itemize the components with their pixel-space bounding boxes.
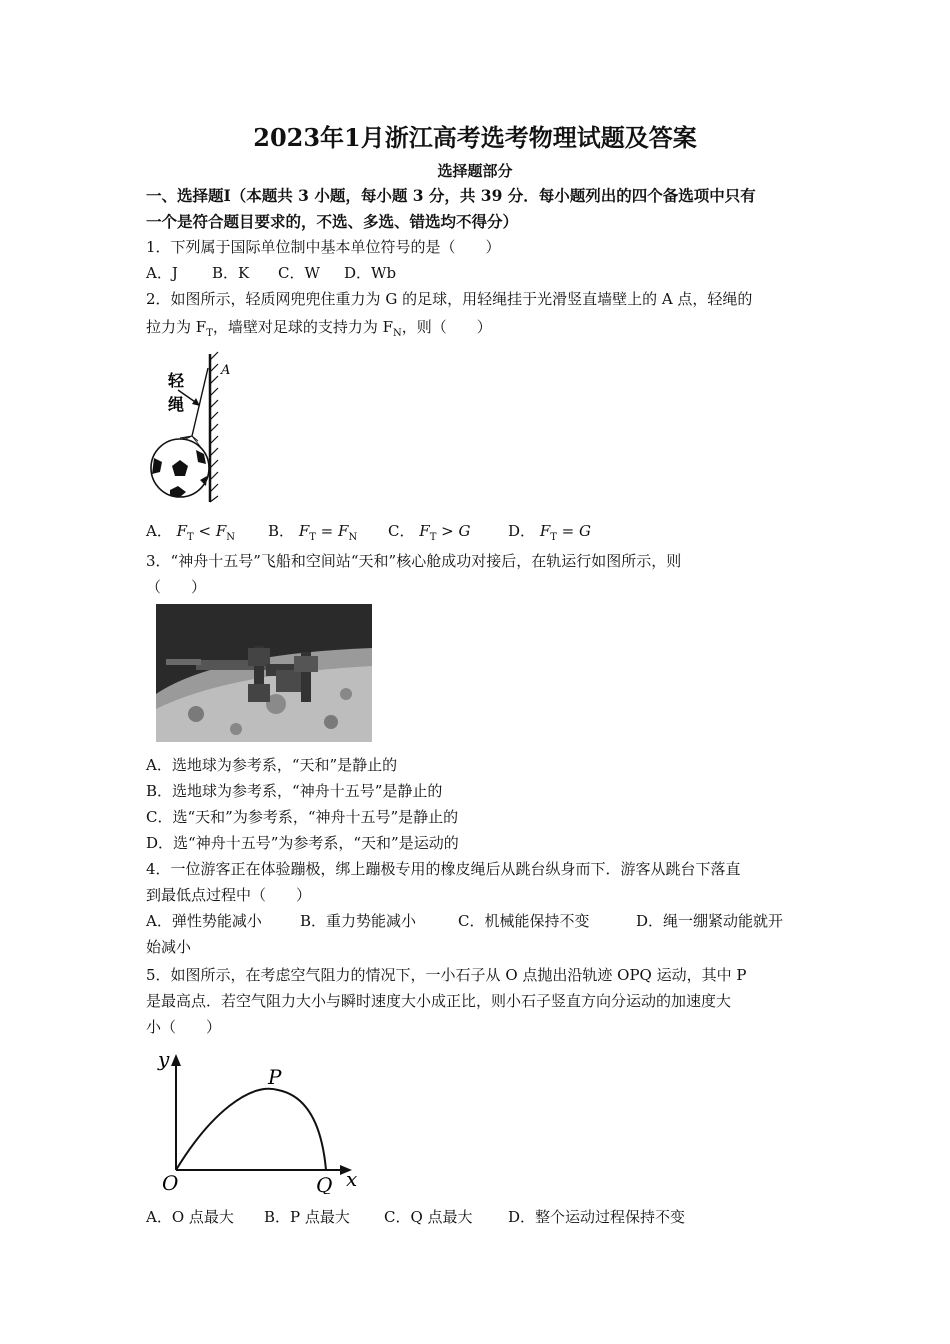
section-subtitle: 选择题部分: [437, 162, 513, 180]
point-a-label: A: [221, 363, 231, 378]
q4-option-b: B．重力势能减小: [300, 912, 417, 930]
q4-option-d: D．绳一绷紧动能就开: [636, 912, 784, 930]
trajectory-curve: [176, 1089, 326, 1170]
q3-option-b: B．选地球为参考系，“神舟十五号”是静止的: [146, 782, 443, 800]
q5-trajectory-figure: [150, 1044, 370, 1194]
y-axis-label: y: [158, 1047, 170, 1071]
q5-option-d: D．整个运动过程保持不变: [508, 1208, 686, 1226]
q4-option-d-continued: 始减小: [146, 938, 192, 956]
point-o-label: O: [162, 1171, 179, 1194]
q1-option-d: D．Wb: [344, 264, 397, 282]
point-p-label: P: [268, 1065, 282, 1089]
q3-stem-line-1: 3．“神舟十五号”飞船和空间站“天和”核心舱成功对接后，在轨运行如图所示，则: [146, 552, 682, 570]
q5-option-c: C．Q 点最大: [384, 1208, 473, 1226]
q4-option-a: A．弹性势能减小: [146, 912, 262, 930]
q3-option-c: C．选“天和”为参考系，“神舟十五号”是静止的: [146, 808, 459, 826]
q2-option-d: D． $F_T = G$: [508, 522, 591, 543]
q3-space-station-photo: [156, 604, 372, 742]
q4-option-c: C．机械能保持不变: [458, 912, 590, 930]
q2-football-figure: [140, 346, 250, 506]
q5-option-a: A．O 点最大: [146, 1208, 234, 1226]
q5-stem-line-1: 5．如图所示，在考虑空气阻力的情况下，一小石子从 O 点抛出沿轨迹 OPQ 运动，其中 P: [146, 966, 747, 984]
q2-option-c: C． $F_T > G$: [388, 522, 471, 543]
q1-option-b: B．K: [212, 264, 250, 282]
q4-stem-line-2: 到最低点过程中（ ）: [146, 886, 312, 904]
q2-option-a: A． $F_T < F_N$: [146, 522, 235, 543]
q4-stem-line-1: 4．一位游客正在体验蹦极，绑上蹦极专用的橡皮绳后从跳台纵身而下．游客从跳台下落直: [146, 860, 741, 878]
page-title: 2023年1月浙江高考选考物理试题及答案: [253, 123, 697, 152]
q3-option-d: D．选“神舟十五号”为参考系，“天和”是运动的: [146, 834, 459, 852]
q5-stem-line-2: 是最高点．若空气阻力大小与瞬时速度大小成正比，则小石子竖直方向分运动的加速度大: [146, 992, 732, 1010]
q2-stem-line-1: 2．如图所示，轻质网兜兜住重力为 G 的足球，用轻绳挂于光滑竖直墙壁上的 A 点，轻绳的: [146, 290, 753, 308]
q5-stem-line-3: 小（ ）: [146, 1018, 222, 1036]
q3-option-a: A．选地球为参考系，“天和”是静止的: [146, 756, 398, 774]
q5-option-b: B．P 点最大: [264, 1208, 350, 1226]
rope-label-1: 轻: [168, 371, 185, 390]
point-q-label: Q: [316, 1173, 333, 1194]
rope-label-2: 绳: [168, 395, 185, 414]
y-axis-arrow: [171, 1054, 181, 1066]
q3-stem-line-2: （ ）: [146, 578, 207, 596]
section-instructions-line-1: 一、选择题Ⅰ（本题共 3 小题，每小题 3 分，共 39 分．每小题列出的四个备选项中只有: [146, 186, 756, 205]
q2-option-b: B． $F_T = F_N$: [268, 522, 358, 543]
q2-stem-line-2: 拉力为 $F_T$，墙壁对足球的支持力为 $F_N$，则（ ）: [146, 318, 492, 339]
q1-option-c: C．W: [278, 264, 320, 282]
section-instructions-line-2: 一个是符合题目要求的，不选、多选、错选均不得分）: [146, 212, 519, 231]
q1-stem: 1．下列属于国际单位制中基本单位符号的是（ ）: [146, 238, 501, 256]
q1-option-a: A．J: [146, 264, 178, 282]
x-axis-label: x: [346, 1167, 358, 1191]
